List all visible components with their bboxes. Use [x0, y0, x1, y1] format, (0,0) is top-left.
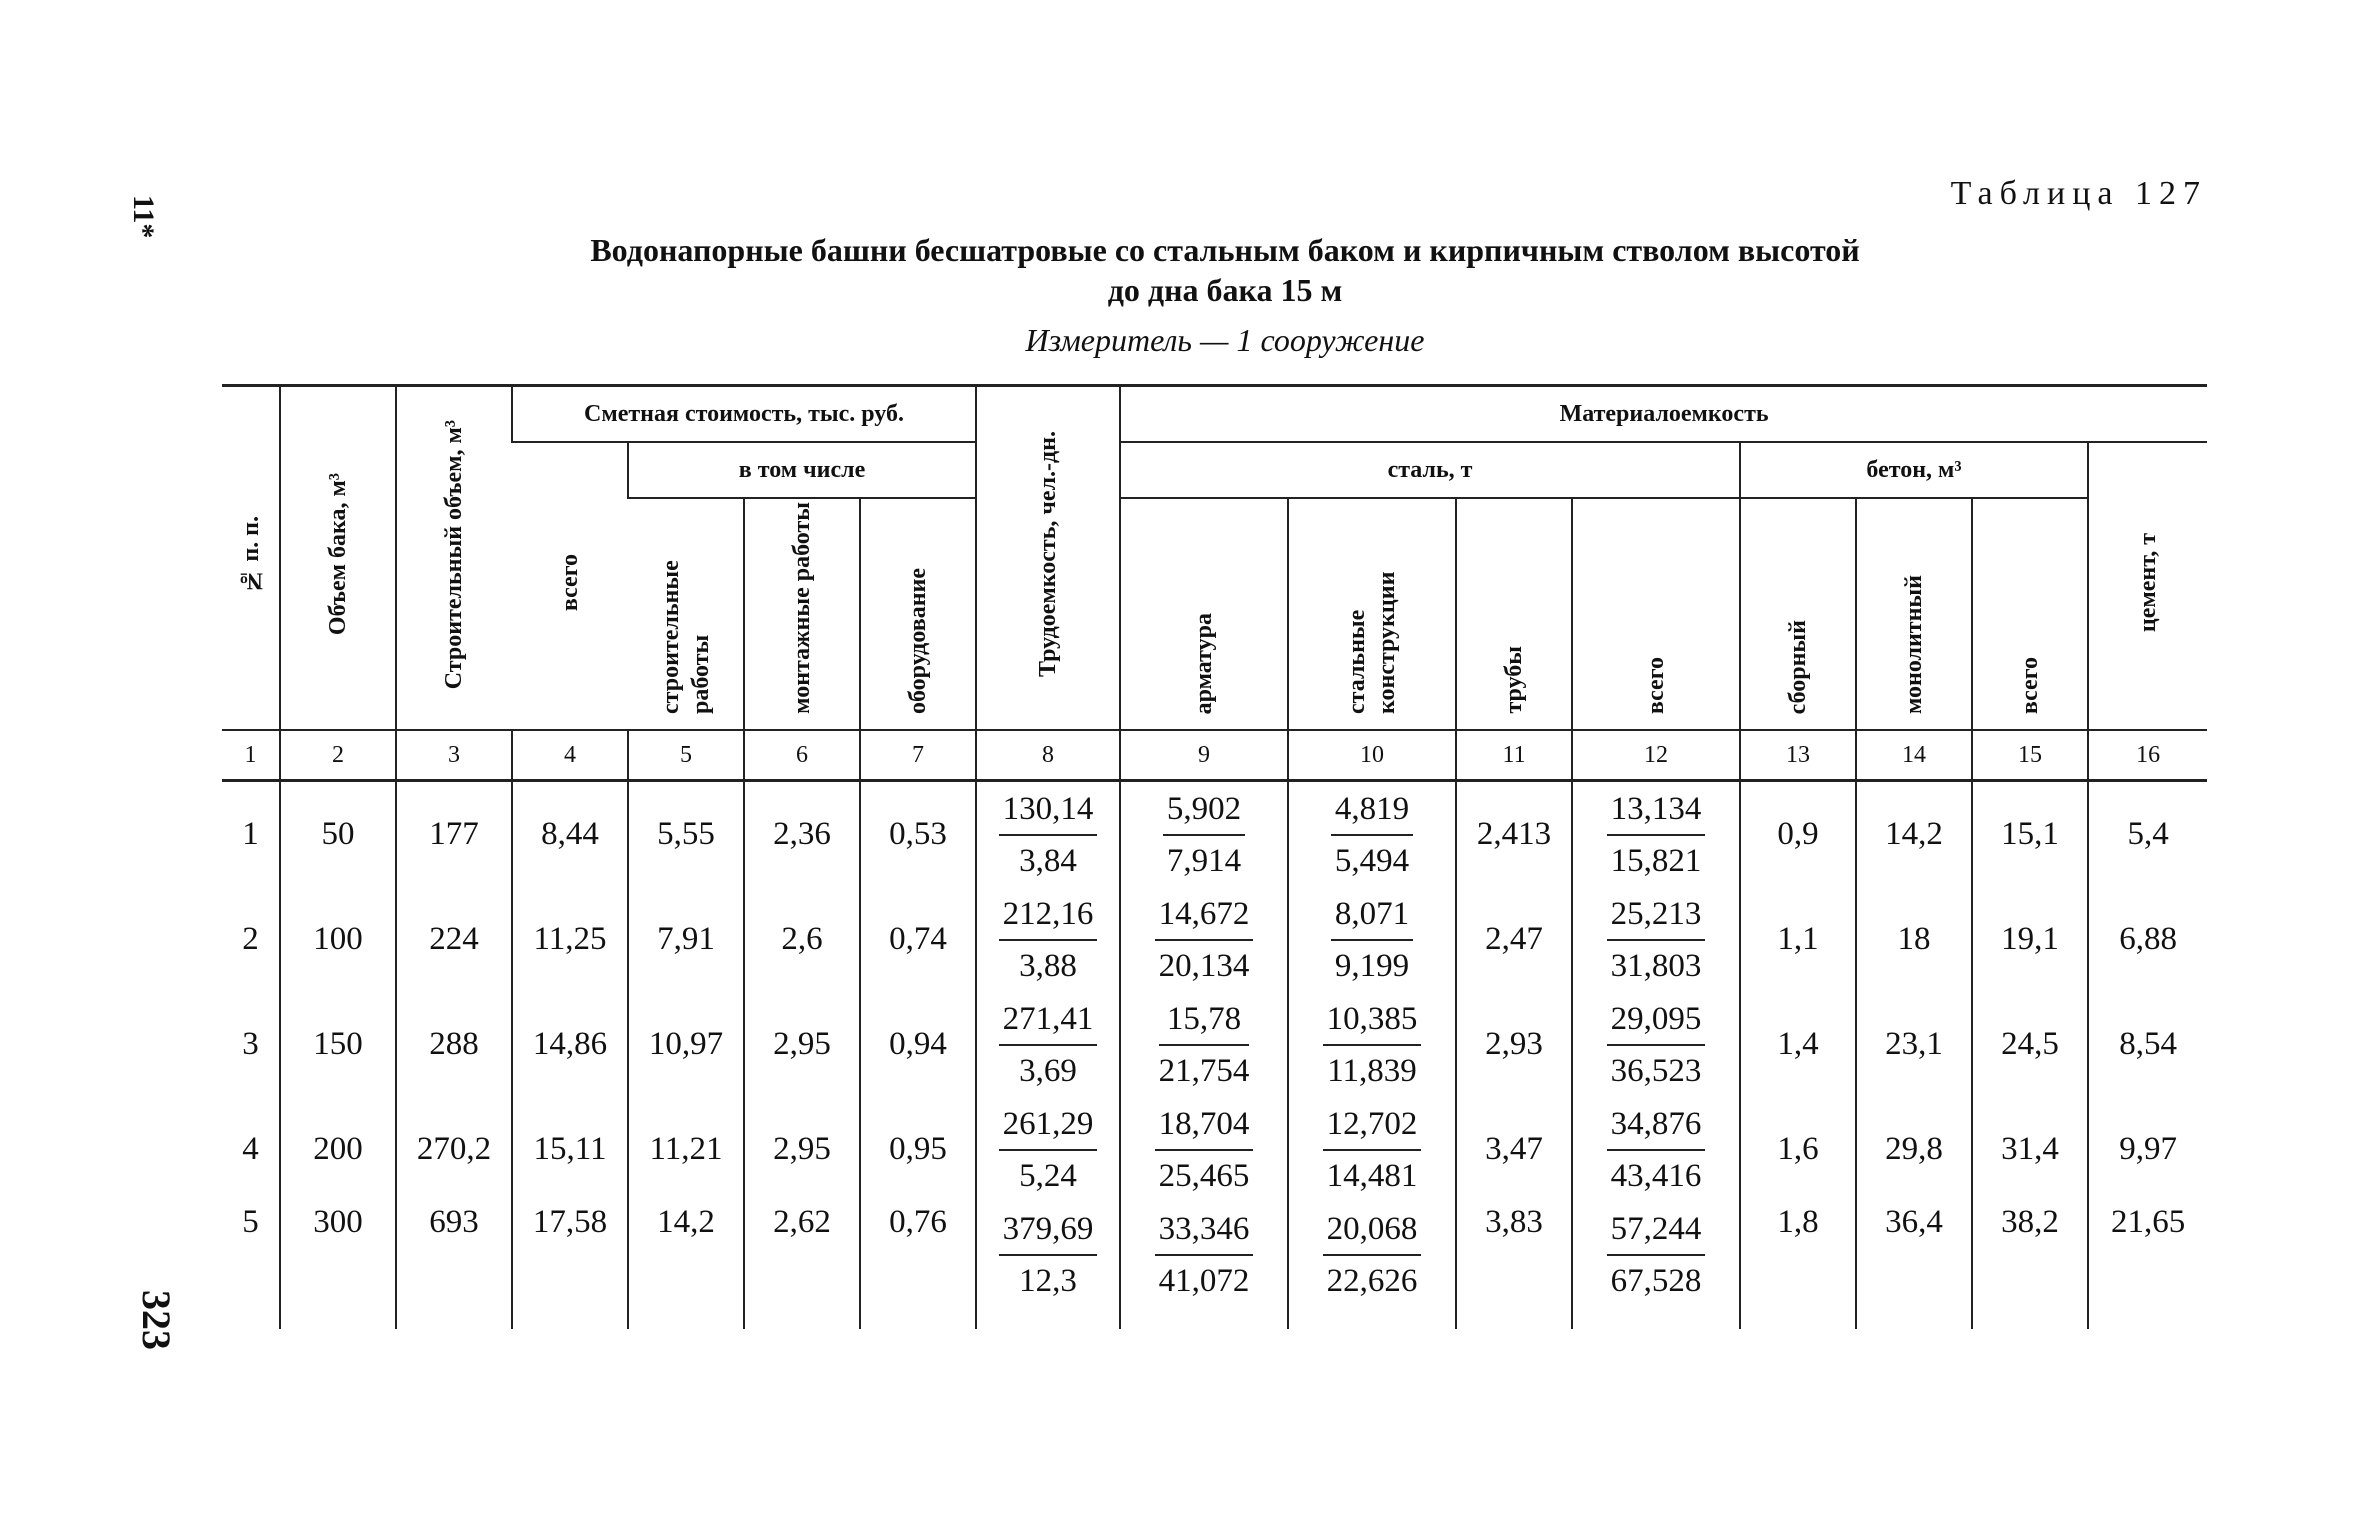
cell-tank-volume: 100	[280, 887, 396, 992]
steel-total-numerator: 34,876	[1607, 1099, 1706, 1151]
data-table	[222, 384, 2207, 1329]
cell-labor	[976, 1202, 1120, 1329]
structures-denominator: 5,494	[1334, 842, 1410, 879]
cell-steel-total	[1572, 887, 1740, 992]
column-number: 12	[1572, 730, 1740, 781]
cell-installation: 2,62	[744, 1202, 860, 1329]
cell-steel-structures	[1288, 1097, 1456, 1202]
header-tank-volume: Объем бака, м³	[280, 386, 396, 731]
table-row	[222, 1097, 2207, 1202]
column-number: 10	[1288, 730, 1456, 781]
cell-equipment: 0,76	[860, 1202, 976, 1329]
cell-tank-volume: 50	[280, 781, 396, 888]
rebar-denominator: 25,465	[1158, 1157, 1250, 1194]
cell-cement: 9,97	[2088, 1097, 2207, 1202]
header-labor: Трудоемкость, чел.-дн.	[976, 386, 1120, 731]
table-row	[222, 887, 2207, 992]
cell-steel-total	[1572, 992, 1740, 1097]
labor-denominator: 3,69	[1019, 1052, 1077, 1089]
measure-unit: Измеритель — 1 сооружение	[1025, 322, 1425, 358]
steel-total-numerator: 29,095	[1607, 994, 1706, 1046]
header-estimated-cost: Сметная стоимость, тыс. руб.	[512, 386, 976, 443]
cell-installation: 2,36	[744, 781, 860, 888]
cell-installation: 2,95	[744, 1097, 860, 1202]
cell-concrete-total: 15,1	[1972, 781, 2088, 888]
structures-numerator: 4,819	[1331, 784, 1413, 836]
header-steel-total: всего	[1572, 498, 1740, 730]
cell-labor	[976, 887, 1120, 992]
table-row	[222, 1202, 2207, 1329]
structures-numerator: 8,071	[1331, 889, 1413, 941]
page-number: 323	[134, 1290, 179, 1350]
cell-cement: 6,88	[2088, 887, 2207, 992]
cell-installation: 2,95	[744, 992, 860, 1097]
column-number: 13	[1740, 730, 1856, 781]
rebar-numerator: 5,902	[1163, 784, 1245, 836]
cell-cost-total: 17,58	[512, 1202, 628, 1329]
structures-numerator: 10,385	[1323, 994, 1422, 1046]
column-number: 4	[512, 730, 628, 781]
column-number: 8	[976, 730, 1120, 781]
table-row	[222, 781, 2207, 888]
cell-equipment: 0,74	[860, 887, 976, 992]
cell-steel-structures	[1288, 781, 1456, 888]
cell-rebar	[1120, 1097, 1288, 1202]
labor-numerator: 130,14	[999, 784, 1098, 836]
cell-pipes: 3,83	[1456, 1202, 1572, 1329]
cell-cement: 5,4	[2088, 781, 2207, 888]
cell-equipment: 0,94	[860, 992, 976, 1097]
rebar-denominator: 41,072	[1158, 1263, 1250, 1299]
header-construction-works: строительные работы	[628, 498, 744, 730]
cell-installation: 2,6	[744, 887, 860, 992]
cell-building-volume: 693	[396, 1202, 512, 1329]
column-number: 14	[1856, 730, 1972, 781]
title-line-1: Водонапорные башни бесшатровые со стальным баком и кирпичным стволом высотой	[590, 232, 1860, 268]
cell-construction: 5,55	[628, 781, 744, 888]
rebar-denominator: 20,134	[1158, 947, 1250, 984]
column-number: 7	[860, 730, 976, 781]
cell-construction: 7,91	[628, 887, 744, 992]
cell-precast: 1,8	[1740, 1202, 1856, 1329]
steel-total-denominator: 15,821	[1610, 842, 1702, 879]
steel-total-denominator: 43,416	[1610, 1157, 1702, 1194]
header-concrete: бетон, м³	[1740, 442, 2088, 498]
header-building-volume: Строительный объем, м³	[396, 386, 512, 731]
cell-cement: 21,65	[2088, 1202, 2207, 1329]
steel-total-numerator: 57,244	[1607, 1204, 1706, 1256]
structures-denominator: 22,626	[1326, 1263, 1418, 1299]
table-row	[222, 992, 2207, 1097]
cell-pipes: 2,47	[1456, 887, 1572, 992]
cell-rebar	[1120, 781, 1288, 888]
cell-labor	[976, 1097, 1120, 1202]
header-including: в том числе	[628, 442, 976, 498]
cell-concrete-total: 24,5	[1972, 992, 2088, 1097]
cell-rebar	[1120, 887, 1288, 992]
cell-monolithic: 29,8	[1856, 1097, 1972, 1202]
cell-num: 3	[242, 1026, 259, 1062]
column-number: 2	[280, 730, 396, 781]
table-title	[400, 230, 2050, 310]
cell-tank-volume: 150	[280, 992, 396, 1097]
labor-denominator: 12,3	[1019, 1263, 1077, 1299]
structures-denominator: 9,199	[1334, 947, 1410, 984]
cell-rebar	[1120, 992, 1288, 1097]
steel-total-denominator: 36,523	[1610, 1052, 1702, 1089]
structures-numerator: 12,702	[1323, 1099, 1422, 1151]
cell-concrete-total: 31,4	[1972, 1097, 2088, 1202]
labor-numerator: 271,41	[999, 994, 1098, 1046]
cell-building-volume: 270,2	[396, 1097, 512, 1202]
structures-numerator: 20,068	[1323, 1204, 1422, 1256]
cell-construction: 10,97	[628, 992, 744, 1097]
labor-numerator: 212,16	[999, 889, 1098, 941]
cell-steel-structures	[1288, 887, 1456, 992]
column-number: 3	[396, 730, 512, 781]
cell-tank-volume: 200	[280, 1097, 396, 1202]
rebar-denominator: 21,754	[1158, 1052, 1250, 1089]
labor-denominator: 3,84	[1019, 842, 1077, 879]
cell-num: 4	[242, 1131, 259, 1167]
cell-steel-structures	[1288, 1202, 1456, 1329]
steel-total-numerator: 25,213	[1607, 889, 1706, 941]
cell-steel-structures	[1288, 992, 1456, 1097]
cell-monolithic: 23,1	[1856, 992, 1972, 1097]
cell-building-volume: 177	[396, 781, 512, 888]
column-number: 1	[222, 730, 280, 781]
cell-precast: 1,4	[1740, 992, 1856, 1097]
rebar-numerator: 15,78	[1159, 994, 1250, 1046]
rebar-numerator: 33,346	[1155, 1204, 1254, 1256]
rebar-denominator: 7,914	[1166, 842, 1242, 879]
header-steel-structures: стальные конструкции	[1288, 498, 1456, 730]
structures-denominator: 11,839	[1327, 1052, 1417, 1089]
cell-monolithic: 18	[1856, 887, 1972, 992]
header-precast: сборный	[1740, 498, 1856, 730]
header-concrete-total: всего	[1972, 498, 2088, 730]
column-number: 15	[1972, 730, 2088, 781]
cell-monolithic: 14,2	[1856, 781, 1972, 888]
column-number: 6	[744, 730, 860, 781]
cell-pipes: 3,47	[1456, 1097, 1572, 1202]
cell-steel-total	[1572, 1097, 1740, 1202]
cell-monolithic: 36,4	[1856, 1202, 1972, 1329]
cell-precast: 1,6	[1740, 1097, 1856, 1202]
cell-steel-total	[1572, 781, 1740, 888]
cell-construction: 11,21	[628, 1097, 744, 1202]
header-monolithic: монолитный	[1856, 498, 1972, 730]
cell-cement: 8,54	[2088, 992, 2207, 1097]
cell-cost-total: 11,25	[512, 887, 628, 992]
cell-cost-total: 14,86	[512, 992, 628, 1097]
cell-building-volume: 288	[396, 992, 512, 1097]
cell-num: 2	[242, 921, 259, 957]
header-cost-total: всего	[512, 442, 628, 730]
header-num: № п. п.	[222, 386, 280, 731]
cell-num: 5	[242, 1204, 259, 1240]
cell-tank-volume: 300	[280, 1202, 396, 1329]
cell-pipes: 2,93	[1456, 992, 1572, 1097]
cell-equipment: 0,95	[860, 1097, 976, 1202]
header-installation-works: монтажные работы	[744, 498, 860, 730]
cell-rebar	[1120, 1202, 1288, 1329]
column-number: 11	[1456, 730, 1572, 781]
cell-cost-total: 8,44	[512, 781, 628, 888]
labor-denominator: 5,24	[1019, 1157, 1077, 1194]
column-number: 16	[2088, 730, 2207, 781]
rebar-numerator: 14,672	[1155, 889, 1254, 941]
header-rebar: арматура	[1120, 498, 1288, 730]
header-steel: сталь, т	[1120, 442, 1740, 498]
cell-concrete-total: 38,2	[1972, 1202, 2088, 1329]
cell-num: 1	[242, 816, 259, 852]
steel-total-denominator: 67,528	[1610, 1263, 1702, 1299]
cell-steel-total	[1572, 1202, 1740, 1329]
cell-building-volume: 224	[396, 887, 512, 992]
labor-numerator: 261,29	[999, 1099, 1098, 1151]
cell-equipment: 0,53	[860, 781, 976, 888]
header-cement: цемент, т	[2088, 442, 2207, 730]
cell-construction: 14,2	[628, 1202, 744, 1329]
title-line-2: до дна бака 15 м	[1107, 272, 1343, 308]
header-equipment: оборудование	[860, 498, 976, 730]
steel-total-numerator: 13,134	[1607, 784, 1706, 836]
cell-cost-total: 15,11	[512, 1097, 628, 1202]
table-label: Таблица 127	[1950, 175, 2207, 212]
column-number: 9	[1120, 730, 1288, 781]
labor-numerator: 379,69	[999, 1204, 1098, 1256]
labor-denominator: 3,88	[1019, 947, 1077, 984]
column-number: 5	[628, 730, 744, 781]
cell-precast: 0,9	[1740, 781, 1856, 888]
cell-concrete-total: 19,1	[1972, 887, 2088, 992]
cell-pipes: 2,413	[1456, 781, 1572, 888]
header-materials: Материалоемкость	[1120, 386, 2207, 443]
rebar-numerator: 18,704	[1155, 1099, 1254, 1151]
structures-denominator: 14,481	[1326, 1157, 1418, 1194]
cell-labor	[976, 781, 1120, 888]
header-pipes: трубы	[1456, 498, 1572, 730]
cell-labor	[976, 992, 1120, 1097]
cell-precast: 1,1	[1740, 887, 1856, 992]
steel-total-denominator: 31,803	[1610, 947, 1702, 984]
signature-mark: 11*	[127, 195, 160, 239]
